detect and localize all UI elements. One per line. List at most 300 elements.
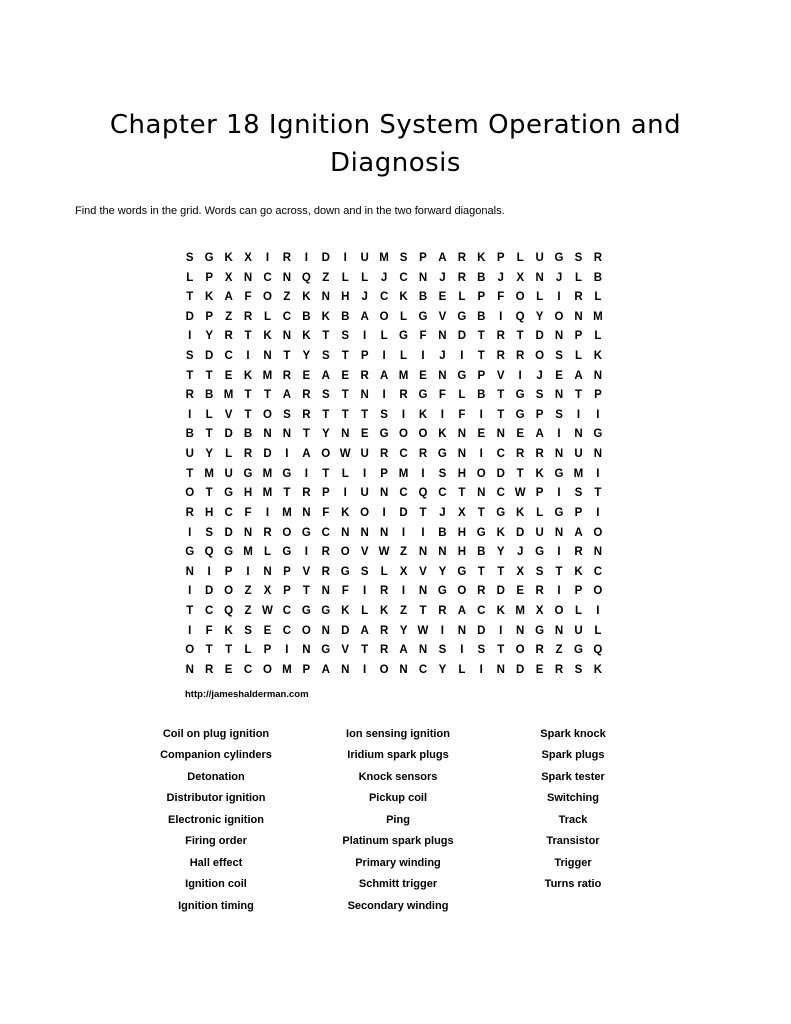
grid-letter: N bbox=[554, 448, 564, 461]
grid-letter: C bbox=[399, 271, 408, 284]
grid-letter: N bbox=[554, 624, 564, 637]
grid-letter: G bbox=[457, 565, 467, 578]
word-list-item: Ignition timing bbox=[178, 899, 254, 912]
grid-letter: I bbox=[265, 252, 270, 264]
grid-letter: A bbox=[457, 604, 466, 617]
grid-letter: H bbox=[341, 291, 350, 304]
grid-letter: G bbox=[321, 644, 331, 657]
grid-letter: Q bbox=[515, 310, 525, 323]
grid-letter: G bbox=[515, 389, 525, 402]
grid-letter: N bbox=[574, 310, 583, 323]
grid-letter: M bbox=[379, 252, 389, 264]
grid-letter: K bbox=[205, 291, 214, 304]
grid-letter: R bbox=[516, 448, 525, 461]
word-list-item: Ion sensing ignition bbox=[346, 728, 450, 740]
word-list-item: Spark tester bbox=[541, 770, 605, 783]
grid-letter: N bbox=[302, 644, 311, 657]
grid-row bbox=[180, 249, 608, 269]
grid-letter: C bbox=[224, 506, 233, 519]
grid-letter: T bbox=[361, 644, 369, 657]
grid-letter: I bbox=[382, 350, 386, 363]
grid-letter: I bbox=[265, 506, 270, 519]
grid-letter: Y bbox=[438, 663, 447, 676]
grid-letter: L bbox=[186, 271, 194, 284]
grid-letter: M bbox=[204, 467, 214, 480]
grid-row bbox=[180, 524, 608, 544]
grid-letter: I bbox=[304, 467, 308, 480]
grid-letter: R bbox=[477, 585, 486, 598]
grid-letter: N bbox=[418, 585, 428, 598]
word-list-item: Electronic ignition bbox=[168, 813, 264, 826]
grid-letter: N bbox=[574, 428, 583, 441]
grid-letter: T bbox=[205, 644, 213, 657]
grid-letter: E bbox=[419, 369, 427, 382]
grid-letter: H bbox=[243, 487, 253, 500]
grid-letter: T bbox=[361, 408, 369, 421]
grid-letter: R bbox=[516, 350, 525, 363]
grid-letter: L bbox=[574, 604, 582, 617]
grid-letter: P bbox=[535, 487, 544, 500]
grid-letter: N bbox=[360, 526, 369, 539]
grid-letter: A bbox=[224, 291, 233, 304]
grid-letter: I bbox=[576, 408, 581, 421]
grid-letter: B bbox=[185, 428, 194, 441]
grid-letter: K bbox=[224, 252, 233, 264]
grid-letter: B bbox=[302, 310, 311, 323]
grid-letter: B bbox=[477, 546, 486, 559]
grid-letter: N bbox=[457, 448, 466, 461]
grid-letter: J bbox=[516, 546, 524, 559]
grid-letter: U bbox=[535, 252, 544, 264]
grid-letter: N bbox=[418, 546, 428, 559]
word-list-column-1 bbox=[126, 724, 306, 917]
grid-letter: A bbox=[360, 310, 369, 323]
grid-letter: D bbox=[263, 448, 272, 461]
grid-letter: I bbox=[596, 506, 600, 519]
word-list-item: Ping bbox=[386, 813, 410, 826]
word-list-item: Detonation bbox=[187, 770, 245, 783]
grid-letter: O bbox=[301, 624, 311, 637]
grid-letter: I bbox=[499, 624, 503, 637]
grid-letter: K bbox=[438, 428, 447, 441]
grid-letter: B bbox=[243, 428, 253, 441]
grid-letter: O bbox=[554, 604, 564, 617]
grid-letter: P bbox=[574, 585, 583, 598]
grid-row bbox=[180, 406, 608, 426]
grid-letter: O bbox=[379, 310, 389, 323]
grid-letter: N bbox=[593, 448, 603, 461]
grid-letter: K bbox=[496, 604, 505, 617]
grid-letter: L bbox=[380, 565, 388, 578]
grid-letter: L bbox=[536, 506, 544, 519]
grid-letter: R bbox=[457, 252, 466, 264]
grid-letter: L bbox=[458, 291, 466, 304]
grid-letter: G bbox=[535, 624, 545, 637]
grid-letter: R bbox=[185, 389, 194, 402]
grid-letter: J bbox=[439, 271, 446, 284]
grid-letter: Q bbox=[593, 644, 603, 657]
grid-letter: L bbox=[574, 350, 582, 363]
grid-letter: G bbox=[593, 428, 603, 441]
grid-letter: L bbox=[380, 330, 388, 343]
grid-row bbox=[180, 465, 608, 485]
grid-letter: Z bbox=[283, 291, 291, 304]
grid-row bbox=[180, 543, 608, 563]
grid-letter: G bbox=[457, 369, 467, 382]
grid-letter: G bbox=[224, 487, 234, 500]
grid-letter: K bbox=[496, 526, 505, 539]
grid-letter: D bbox=[496, 585, 505, 598]
grid-letter: J bbox=[439, 350, 446, 363]
grid-letter: F bbox=[322, 506, 330, 519]
grid-letter: D bbox=[341, 624, 350, 637]
grid-letter: T bbox=[225, 644, 233, 657]
grid-letter: S bbox=[574, 487, 583, 500]
grid-letter: C bbox=[399, 487, 408, 500]
grid-letter: N bbox=[341, 526, 350, 539]
grid-letter: P bbox=[477, 291, 486, 304]
grid-letter: L bbox=[341, 271, 349, 284]
grid-letter: O bbox=[185, 644, 195, 657]
grid-letter: N bbox=[321, 624, 330, 637]
grid-letter: E bbox=[555, 369, 563, 382]
grid-letter: Y bbox=[321, 428, 330, 441]
grid-letter: P bbox=[360, 350, 369, 363]
grid-letter: F bbox=[341, 585, 349, 598]
grid-letter: R bbox=[185, 506, 194, 519]
grid-letter: I bbox=[557, 585, 561, 598]
grid-letter: P bbox=[224, 565, 233, 578]
word-list-item: Coil on plug ignition bbox=[162, 728, 270, 740]
word-list-item: Iridium spark plugs bbox=[347, 749, 449, 762]
grid-letter: I bbox=[188, 526, 192, 539]
grid-letter: G bbox=[321, 604, 331, 617]
grid-letter: T bbox=[244, 408, 252, 421]
grid-letter: R bbox=[379, 624, 389, 637]
grid-letter: K bbox=[263, 330, 272, 343]
grid-letter: I bbox=[188, 585, 192, 598]
grid-letter: I bbox=[343, 487, 347, 500]
grid-letter: F bbox=[497, 291, 505, 304]
grid-letter: O bbox=[224, 585, 234, 598]
grid-letter: R bbox=[379, 644, 389, 657]
grid-letter: D bbox=[321, 252, 330, 264]
grid-letter: D bbox=[496, 467, 505, 480]
grid-letter: N bbox=[399, 663, 408, 676]
grid-letter: X bbox=[458, 506, 466, 519]
grid-letter: T bbox=[186, 369, 194, 382]
grid-letter: P bbox=[283, 585, 291, 598]
grid-letter: N bbox=[554, 389, 564, 402]
grid-letter: R bbox=[321, 546, 330, 559]
grid-letter: I bbox=[285, 448, 289, 461]
grid-row bbox=[180, 327, 608, 347]
grid-letter: G bbox=[379, 428, 389, 441]
grid-letter: I bbox=[363, 663, 367, 676]
word-list-item: Pickup coil bbox=[368, 792, 428, 805]
grid-letter: V bbox=[360, 546, 369, 559]
grid-letter: T bbox=[205, 428, 213, 441]
grid-letter: P bbox=[574, 506, 583, 519]
grid-letter: U bbox=[224, 467, 233, 480]
grid-letter: R bbox=[496, 350, 505, 363]
grid-letter: K bbox=[341, 506, 350, 519]
grid-letter: C bbox=[593, 565, 603, 578]
grid-letter: I bbox=[246, 350, 250, 363]
grid-letter: G bbox=[515, 408, 525, 421]
grid-letter: T bbox=[497, 408, 505, 421]
grid-letter: G bbox=[301, 604, 311, 617]
grid-letter: G bbox=[554, 252, 564, 264]
grid-letter: C bbox=[243, 663, 253, 676]
grid-letter: A bbox=[574, 369, 583, 382]
grid-row bbox=[180, 347, 608, 367]
grid-letter: O bbox=[262, 408, 272, 421]
grid-letter: R bbox=[302, 408, 311, 421]
grid-letter: K bbox=[243, 369, 253, 382]
grid-letter: C bbox=[205, 604, 214, 617]
grid-letter: P bbox=[419, 252, 427, 264]
grid-letter: T bbox=[283, 350, 291, 363]
grid-letter: N bbox=[554, 526, 564, 539]
grid-letter: T bbox=[302, 585, 310, 598]
grid-letter: H bbox=[205, 506, 214, 519]
grid-letter: I bbox=[596, 604, 600, 617]
grid-letter: G bbox=[535, 546, 545, 559]
grid-letter: R bbox=[593, 252, 603, 264]
grid-letter: N bbox=[379, 526, 389, 539]
grid-letter: G bbox=[437, 448, 447, 461]
grid-letter: N bbox=[263, 565, 272, 578]
grid-letter: K bbox=[302, 330, 311, 343]
grid-letter: S bbox=[321, 389, 330, 402]
grid-letter: S bbox=[574, 663, 583, 676]
grid-letter: I bbox=[479, 448, 483, 461]
grid-letter: O bbox=[515, 644, 525, 657]
grid-letter: M bbox=[262, 467, 273, 480]
grid-letter: I bbox=[557, 487, 561, 500]
grid-row bbox=[180, 445, 608, 465]
word-list-item: Ignition coil bbox=[185, 878, 247, 891]
grid-letter: K bbox=[224, 624, 233, 637]
grid-letter: W bbox=[514, 487, 526, 500]
grid-letter: U bbox=[360, 252, 369, 264]
grid-letter: O bbox=[262, 291, 272, 304]
grid-letter: R bbox=[535, 585, 544, 598]
grid-letter: O bbox=[360, 506, 370, 519]
grid-letter: I bbox=[479, 408, 483, 421]
grid-letter: G bbox=[340, 565, 350, 578]
grid-letter: L bbox=[361, 271, 369, 284]
grid-letter: R bbox=[438, 604, 447, 617]
grid-letter: T bbox=[186, 291, 194, 304]
grid-letter: P bbox=[574, 330, 583, 343]
grid-letter: T bbox=[477, 506, 485, 519]
grid-letter: L bbox=[574, 271, 582, 284]
grid-letter: U bbox=[360, 487, 369, 500]
grid-letter: I bbox=[363, 585, 367, 598]
grid-letter: H bbox=[457, 467, 466, 480]
grid-row bbox=[180, 367, 608, 387]
grid-letter: T bbox=[263, 389, 271, 402]
grid-letter: I bbox=[557, 291, 561, 304]
grid-letter: D bbox=[205, 585, 214, 598]
grid-letter: E bbox=[224, 369, 233, 382]
grid-letter: R bbox=[360, 369, 369, 382]
grid-letter: S bbox=[380, 408, 388, 421]
grid-letter: V bbox=[302, 565, 311, 578]
grid-letter: C bbox=[399, 448, 408, 461]
grid-letter: M bbox=[223, 389, 234, 402]
word-list-item: Transistor bbox=[546, 835, 600, 848]
grid-letter: N bbox=[185, 663, 194, 676]
grid-letter: M bbox=[262, 369, 273, 382]
grid-letter: Q bbox=[301, 271, 311, 284]
grid-letter: G bbox=[243, 467, 253, 480]
grid-letter: B bbox=[438, 526, 447, 539]
grid-letter: S bbox=[360, 565, 369, 578]
grid-letter: O bbox=[340, 546, 350, 559]
grid-letter: L bbox=[458, 389, 466, 402]
grid-letter: E bbox=[360, 428, 369, 441]
grid-letter: R bbox=[535, 644, 544, 657]
grid-letter: K bbox=[516, 506, 525, 519]
grid-row bbox=[180, 661, 608, 681]
grid-letter: L bbox=[594, 291, 602, 304]
grid-letter: K bbox=[477, 252, 486, 264]
word-list-item: Hall effect bbox=[189, 856, 243, 869]
grid-letter: L bbox=[400, 350, 408, 363]
grid-letter: O bbox=[476, 467, 486, 480]
grid-letter: D bbox=[185, 310, 194, 323]
grid-letter: B bbox=[341, 310, 350, 323]
grid-letter: Y bbox=[205, 330, 213, 343]
grid-letter: G bbox=[185, 546, 195, 559]
grid-letter: B bbox=[477, 271, 486, 284]
grid-letter: A bbox=[360, 624, 369, 637]
grid-letter: T bbox=[419, 506, 427, 519]
grid-letter: I bbox=[363, 467, 367, 480]
grid-letter: T bbox=[497, 389, 505, 402]
grid-letter: L bbox=[263, 546, 271, 559]
grid-letter: W bbox=[262, 604, 273, 617]
grid-letter: I bbox=[382, 506, 386, 519]
grid-letter: F bbox=[438, 389, 446, 402]
grid-letter: G bbox=[476, 526, 486, 539]
grid-letter: K bbox=[321, 310, 330, 323]
grid-letter: N bbox=[438, 546, 447, 559]
grid-letter: U bbox=[185, 448, 194, 461]
grid-letter: N bbox=[554, 330, 564, 343]
grid-letter: M bbox=[243, 546, 253, 559]
grid-letter: K bbox=[379, 604, 389, 617]
grid-letter: T bbox=[244, 330, 252, 343]
grid-letter: N bbox=[418, 271, 428, 284]
grid-letter: P bbox=[477, 369, 486, 382]
grid-letter: R bbox=[496, 330, 505, 343]
grid-letter: F bbox=[244, 506, 252, 519]
grid-letter: E bbox=[516, 428, 524, 441]
grid-letter: P bbox=[205, 271, 213, 284]
grid-letter: Z bbox=[555, 644, 563, 657]
grid-letter: M bbox=[262, 487, 273, 500]
grid-letter: N bbox=[243, 271, 253, 284]
grid-letter: R bbox=[574, 546, 583, 559]
grid-letter: Y bbox=[205, 448, 213, 461]
grid-letter: C bbox=[321, 526, 330, 539]
grid-letter: Z bbox=[244, 585, 252, 598]
grid-letter: N bbox=[263, 350, 272, 363]
grid-row bbox=[180, 563, 608, 583]
grid-letter: I bbox=[421, 526, 425, 539]
grid-letter: A bbox=[282, 389, 292, 402]
grid-letter: P bbox=[380, 467, 388, 480]
grid-letter: B bbox=[593, 271, 603, 284]
grid-letter: O bbox=[321, 448, 331, 461]
grid-letter: N bbox=[438, 369, 447, 382]
grid-letter: Z bbox=[400, 604, 408, 617]
grid-letter: N bbox=[282, 428, 292, 441]
grid-row bbox=[180, 504, 608, 524]
grid-letter: I bbox=[401, 408, 406, 421]
grid-letter: M bbox=[398, 467, 409, 480]
grid-letter: N bbox=[477, 487, 486, 500]
grid-letter: G bbox=[282, 467, 292, 480]
grid-letter: G bbox=[418, 389, 428, 402]
grid-letter: I bbox=[304, 252, 308, 264]
grid-letter: T bbox=[322, 467, 330, 480]
grid-letter: I bbox=[401, 526, 406, 539]
grid-letter: L bbox=[205, 408, 213, 421]
grid-letter: E bbox=[302, 369, 311, 382]
grid-letter: I bbox=[188, 624, 192, 637]
grid-letter: R bbox=[418, 448, 428, 461]
grid-letter: Y bbox=[399, 624, 408, 637]
grid-letter: D bbox=[399, 506, 408, 519]
grid-letter: C bbox=[282, 310, 292, 323]
grid-letter: T bbox=[186, 604, 194, 617]
grid-letter: N bbox=[282, 330, 292, 343]
word-list-item: Trigger bbox=[554, 856, 592, 869]
grid-letter: L bbox=[361, 604, 369, 617]
grid-letter: R bbox=[243, 310, 253, 323]
grid-letter: T bbox=[341, 389, 349, 402]
grid-letter: T bbox=[205, 487, 213, 500]
grid-letter: I bbox=[401, 585, 406, 598]
grid-letter: T bbox=[555, 565, 563, 578]
grid-letter: P bbox=[594, 389, 602, 402]
grid-letter: R bbox=[282, 252, 292, 264]
grid-letter: L bbox=[458, 663, 466, 676]
grid-letter: G bbox=[282, 546, 292, 559]
grid-letter: U bbox=[574, 624, 583, 637]
grid-letter: K bbox=[341, 604, 350, 617]
grid-letter: R bbox=[574, 291, 583, 304]
grid-letter: W bbox=[339, 448, 351, 461]
grid-letter: J bbox=[361, 291, 368, 304]
grid-letter: J bbox=[555, 271, 563, 284]
grid-letter: S bbox=[477, 644, 486, 657]
grid-letter: I bbox=[382, 389, 386, 402]
grid-letter: N bbox=[263, 428, 272, 441]
grid-letter: R bbox=[321, 565, 330, 578]
grid-letter: C bbox=[224, 350, 233, 363]
grid-letter: G bbox=[573, 644, 583, 657]
grid-letter: A bbox=[535, 428, 544, 441]
grid-letter: I bbox=[188, 330, 192, 343]
grid-letter: K bbox=[593, 350, 603, 363]
grid-letter: X bbox=[516, 565, 524, 578]
